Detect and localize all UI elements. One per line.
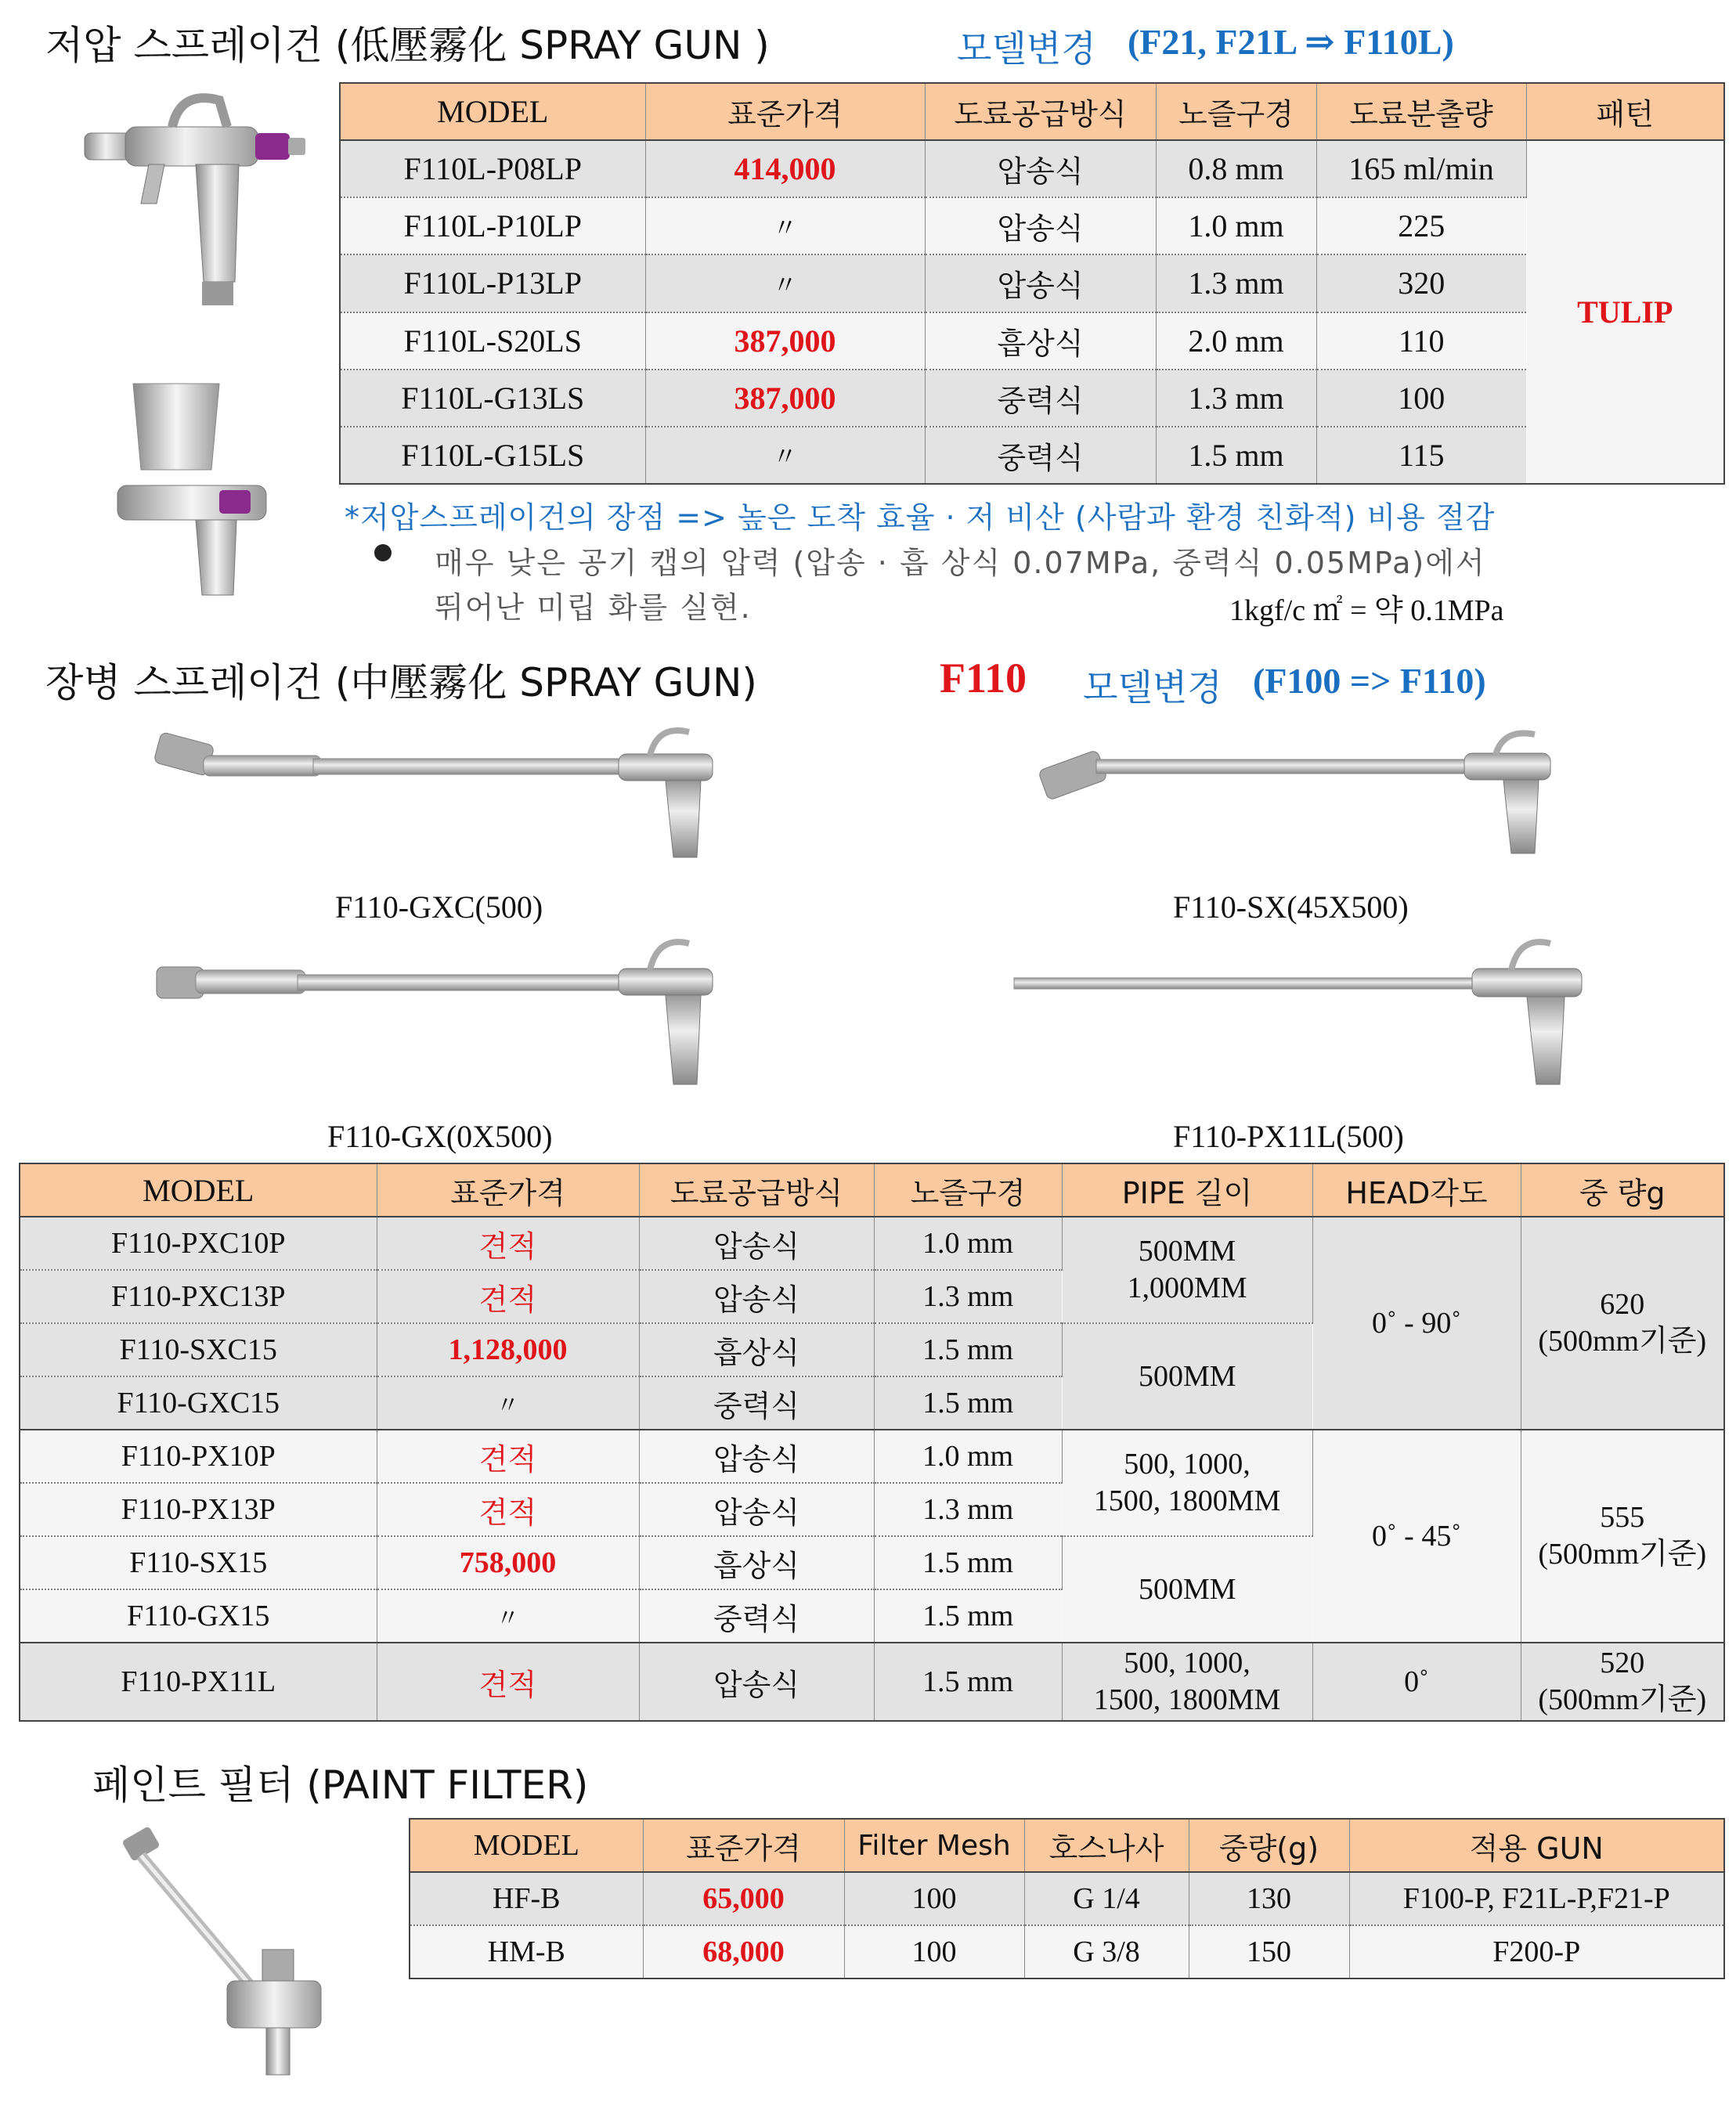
- col-header-mesh: Filter Mesh: [844, 1819, 1024, 1872]
- table-row: [410, 1925, 1724, 1979]
- weight-basis: (500mm기준): [1538, 1538, 1707, 1571]
- cell-price: 〃: [645, 197, 925, 254]
- cell-thread: G 1/4: [1024, 1872, 1189, 1925]
- table-row: [340, 370, 1724, 427]
- cell-flow: 100: [1316, 370, 1526, 427]
- cell-mesh: 100: [844, 1872, 1024, 1925]
- cell-model: F110L-S20LS: [340, 312, 645, 370]
- col-header-head: HEAD각도: [1312, 1163, 1521, 1217]
- long-gun-gxc-image: [149, 724, 752, 881]
- col-header-weight: 중 량g: [1521, 1163, 1724, 1217]
- col-header-model: MODEL: [20, 1163, 377, 1217]
- table-row: [20, 1430, 1724, 1483]
- weight-basis: (500mm기준): [1538, 1325, 1707, 1358]
- cell-model: HF-B: [410, 1872, 643, 1925]
- cell-supply: 압송식: [925, 254, 1156, 312]
- section1-change-models: (F21, F21L ⇒ F110L): [1128, 22, 1454, 62]
- cell-model: F110-PXC10P: [20, 1217, 377, 1270]
- table-row: [20, 1643, 1724, 1721]
- cell-thread: G 3/8: [1024, 1925, 1189, 1979]
- table-row: [340, 427, 1724, 484]
- cell-pipe: 500MM: [1062, 1536, 1312, 1643]
- caption-gxc: F110-GXC(500): [335, 889, 543, 925]
- weight-value: 555: [1600, 1500, 1645, 1534]
- unit-note: 1kgf/c ㎡ = 약 0.1MPa: [1229, 594, 1504, 627]
- cell-price: 견적: [377, 1270, 639, 1323]
- cell-nozzle: 1.3 mm: [1156, 254, 1316, 312]
- col-header-nozzle: 노즐구경: [874, 1163, 1062, 1217]
- cell-price: 387,000: [645, 312, 925, 370]
- weight-basis: (500mm기준): [1538, 1683, 1707, 1716]
- col-header-flow: 도료분출량: [1316, 83, 1526, 140]
- cell-model: F110-PXC13P: [20, 1270, 377, 1323]
- caption-px11l: F110-PX11L(500): [1173, 1119, 1404, 1154]
- cell-nozzle: 0.8 mm: [1156, 140, 1316, 197]
- cell-price: 〃: [377, 1376, 639, 1430]
- cell-nozzle: 1.3 mm: [1156, 370, 1316, 427]
- cell-supply: 흡상식: [639, 1323, 874, 1376]
- cell-supply: 압송식: [639, 1217, 874, 1270]
- section2-title: 장병 스프레이건 (中壓霧化 SPRAY GUN): [45, 660, 757, 705]
- cell-model: F110-PX11L: [20, 1643, 377, 1721]
- cell-nozzle: 2.0 mm: [1156, 312, 1316, 370]
- paint-filter-image: [110, 1824, 345, 2090]
- cell-supply: 흡상식: [925, 312, 1156, 370]
- cell-model: F110L-P13LP: [340, 254, 645, 312]
- cell-price: 387,000: [645, 370, 925, 427]
- col-header-model: MODEL: [410, 1819, 643, 1872]
- cell-flow: 320: [1316, 254, 1526, 312]
- section2-change-models: (F100 => F110): [1253, 661, 1486, 701]
- cell-supply: 압송식: [925, 140, 1156, 197]
- cell-head: 0˚ - 45˚: [1312, 1430, 1521, 1643]
- cell-price: 견적: [377, 1483, 639, 1536]
- bullet-line-2: 뛰어난 미립 화를 실현.: [435, 590, 752, 625]
- cell-head: 0˚ - 90˚: [1312, 1217, 1521, 1430]
- table-row: [410, 1872, 1724, 1925]
- cell-price: 1,128,000: [377, 1323, 639, 1376]
- long-gun-gx-image: [149, 936, 752, 1100]
- cell-model: F110-SX15: [20, 1536, 377, 1589]
- cell-model: F110-PX10P: [20, 1430, 377, 1483]
- col-header-supply: 도료공급방식: [639, 1163, 874, 1217]
- cell-pipe: 500MM: [1062, 1323, 1312, 1430]
- cell-supply: 중력식: [639, 1376, 874, 1430]
- long-gun-sx-image: [1034, 728, 1582, 861]
- cell-nozzle: 1.3 mm: [874, 1270, 1062, 1323]
- col-header-nozzle: 노즐구경: [1156, 83, 1316, 140]
- cell-pipe: [1062, 1217, 1312, 1323]
- cell-price: 65,000: [643, 1872, 844, 1925]
- cell-weight: [1521, 1217, 1724, 1430]
- cell-price: 68,000: [643, 1925, 844, 1979]
- section1-title: 저압 스프레이건 (低壓霧化 SPRAY GUN ): [45, 23, 770, 68]
- cell-supply: 중력식: [639, 1589, 874, 1643]
- table-row: [20, 1217, 1724, 1270]
- cell-gun: F200-P: [1492, 1935, 1581, 1968]
- pipe-line: 1500, 1800MM: [1093, 1683, 1281, 1716]
- col-header-price: 표준가격: [643, 1819, 844, 1872]
- low-pressure-gun-image: [78, 86, 313, 337]
- cell-nozzle: 1.5 mm: [874, 1589, 1062, 1643]
- pipe-line: 500MM: [1138, 1234, 1236, 1268]
- cell-supply: 압송식: [639, 1483, 874, 1536]
- cell-model: F110L-P08LP: [340, 140, 645, 197]
- col-header-price: 표준가격: [377, 1163, 639, 1217]
- cell-model: F110-SXC15: [20, 1323, 377, 1376]
- cell-nozzle: 1.5 mm: [874, 1323, 1062, 1376]
- cell-supply: 압송식: [639, 1430, 874, 1483]
- table-row: [340, 140, 1724, 197]
- cell-pipe: [1062, 1643, 1312, 1721]
- col-header-pattern: 패턴: [1526, 83, 1724, 140]
- cell-flow: 225: [1316, 197, 1526, 254]
- table-row: [340, 254, 1724, 312]
- pipe-line: 500, 1000,: [1124, 1447, 1251, 1481]
- cell-model: F110-GX15: [20, 1589, 377, 1643]
- col-header-price: 표준가격: [645, 83, 925, 140]
- gravity-gun-image: [102, 376, 298, 611]
- col-header-weight: 중량(g): [1189, 1819, 1349, 1872]
- cell-pipe: [1062, 1430, 1312, 1536]
- cell-model: HM-B: [410, 1925, 643, 1979]
- cell-flow: 115: [1398, 437, 1445, 473]
- low-pressure-spec-table: [339, 82, 1725, 485]
- cell-price: 견적: [377, 1430, 639, 1483]
- advantage-note: *저압스프레이건의 장점 => 높은 도착 효율 · 저 비산 (사람과 환경 친화적) 비용 절감: [345, 500, 1496, 535]
- cell-nozzle: 1.0 mm: [1156, 197, 1316, 254]
- cell-model: F110L-G15LS: [340, 427, 645, 484]
- cell-mesh: 100: [844, 1925, 1024, 1979]
- cell-nozzle: 1.0 mm: [874, 1217, 1062, 1270]
- cell-supply: 흡상식: [639, 1536, 874, 1589]
- long-gun-px11l-image: [1010, 936, 1605, 1100]
- cell-gun: F100-P, F21L-P,F21-P: [1349, 1872, 1724, 1925]
- cell-flow: 165 ml/min: [1316, 140, 1526, 197]
- section2-model: F110: [940, 655, 1027, 702]
- cell-price: 견적: [377, 1643, 639, 1721]
- table-row: [340, 197, 1724, 254]
- weight-value: 520: [1600, 1646, 1645, 1679]
- cell-price: 견적: [377, 1217, 639, 1270]
- cell-flow: 110: [1316, 312, 1526, 370]
- paint-filter-table: [409, 1818, 1725, 1979]
- pipe-line: 1,000MM: [1127, 1272, 1247, 1304]
- table-row: [340, 312, 1724, 370]
- bullet-line-1: 매우 낮은 공기 캡의 압력 (압송 · 흡 상식 0.07MPa, 중력식 0.05MPa)에서: [435, 546, 1486, 580]
- cell-supply: 압송식: [639, 1643, 874, 1721]
- cell-nozzle: 1.5 mm: [874, 1536, 1062, 1589]
- cell-head: 0˚: [1312, 1643, 1521, 1721]
- long-gun-spec-table: [19, 1163, 1725, 1722]
- pipe-line: 500, 1000,: [1124, 1646, 1251, 1679]
- section2-change-label: 모델변경: [1083, 666, 1222, 709]
- col-header-gun: 적용 GUN: [1349, 1819, 1724, 1872]
- col-header-supply: 도료공급방식: [925, 83, 1156, 140]
- cell-model: F110L-G13LS: [340, 370, 645, 427]
- weight-value: 620: [1600, 1287, 1645, 1321]
- col-header-pipe: PIPE 길이: [1062, 1163, 1312, 1217]
- cell-price: 414,000: [645, 140, 925, 197]
- cell-supply: 중력식: [925, 370, 1156, 427]
- cell-nozzle: 1.3 mm: [874, 1483, 1062, 1536]
- cell-price: 〃: [645, 254, 925, 312]
- cell-model: F110L-P10LP: [340, 197, 645, 254]
- cell-weight: [1521, 1430, 1724, 1643]
- cell-supply: 중력식: [925, 427, 1156, 484]
- col-header-model: MODEL: [340, 83, 645, 140]
- cell-nozzle: 1.5 mm: [874, 1376, 1062, 1430]
- cell-price: 〃: [645, 427, 925, 484]
- bullet-icon: [374, 544, 392, 561]
- cell-nozzle: 1.5 mm: [874, 1643, 1062, 1721]
- cell-weight: 150: [1189, 1925, 1349, 1979]
- pipe-line: 1500, 1800MM: [1093, 1484, 1281, 1517]
- cell-supply: 압송식: [925, 197, 1156, 254]
- section3-title: 페인트 필터 (PAINT FILTER): [92, 1762, 589, 1808]
- cell-weight: [1521, 1643, 1724, 1721]
- cell-price: 〃: [377, 1589, 639, 1643]
- caption-sx: F110-SX(45X500): [1173, 889, 1409, 925]
- section1-change-label: 모델변경: [957, 27, 1096, 70]
- cell-nozzle: 1.5 mm: [1156, 427, 1316, 484]
- cell-model: F110-GXC15: [20, 1376, 377, 1430]
- cell-weight: 130: [1189, 1872, 1349, 1925]
- caption-gx: F110-GX(0X500): [327, 1119, 553, 1154]
- cell-price: 758,000: [377, 1536, 639, 1589]
- cell-supply: 압송식: [639, 1270, 874, 1323]
- cell-nozzle: 1.0 mm: [874, 1430, 1062, 1483]
- cell-model: F110-PX13P: [20, 1483, 377, 1536]
- col-header-thread: 호스나사: [1024, 1819, 1189, 1872]
- cell-pattern: TULIP: [1526, 140, 1724, 484]
